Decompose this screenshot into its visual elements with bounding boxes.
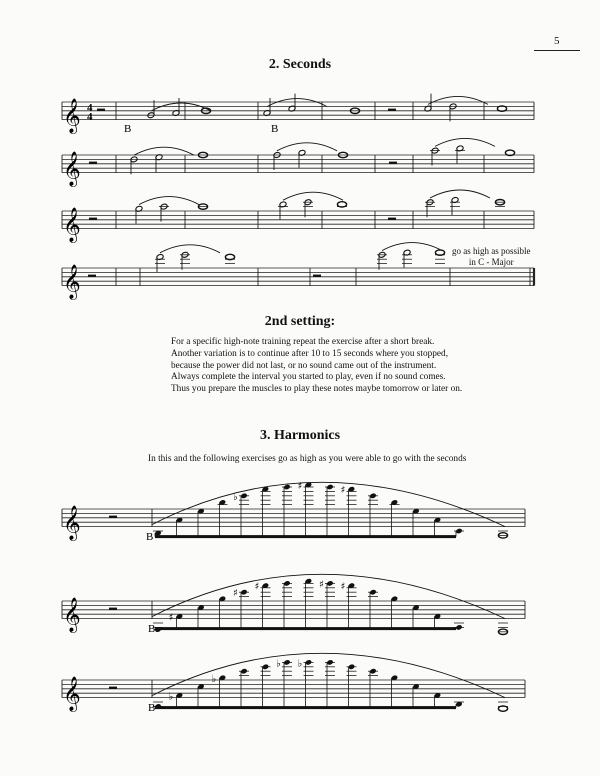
treble-clef-icon: 𝄞 xyxy=(63,505,81,541)
treble-clef-icon: 𝄞 xyxy=(63,597,81,633)
b-label: B xyxy=(146,531,154,543)
treble-clef-icon: 𝄞 xyxy=(63,264,81,300)
half-rest-icon xyxy=(109,687,117,689)
beam xyxy=(155,627,456,630)
slur xyxy=(277,143,337,151)
quarter-notehead xyxy=(262,664,269,670)
b-label: B xyxy=(148,623,156,635)
section-title-setting: 2nd setting: xyxy=(264,314,336,329)
staff xyxy=(62,481,525,542)
flat-icon: ♭ xyxy=(297,658,303,670)
setting-line: Thus you prepare the muscles to play these notes maybe tomorrow or later on. xyxy=(171,384,463,395)
quarter-notehead xyxy=(326,659,333,665)
slur xyxy=(134,147,194,155)
half-rest-icon xyxy=(388,218,396,220)
flat-icon: ♭ xyxy=(233,491,238,503)
slur xyxy=(283,192,343,200)
harmonics-intro: In this and the following exercises go as high as you were able to go with the seconds xyxy=(148,454,467,464)
page-number: 5 xyxy=(554,35,560,47)
half-rest-icon xyxy=(89,162,97,164)
section-title-seconds: 2. Seconds xyxy=(268,57,332,72)
half-rest-icon xyxy=(88,275,96,277)
slur xyxy=(382,243,442,251)
half-rest-icon xyxy=(97,109,105,111)
half-rest-icon xyxy=(109,516,117,518)
staff xyxy=(62,653,525,712)
sharp-icon: ♯ xyxy=(168,612,174,624)
setting-line: because the power did not last, or no sound came out of the instrument. xyxy=(171,360,437,371)
quarter-notehead xyxy=(240,668,247,674)
quarter-notehead xyxy=(369,493,376,499)
setting-line: Always complete the interval you started to play, even if no sound comes. xyxy=(171,372,446,383)
flat-icon: ♭ xyxy=(276,658,281,670)
slur xyxy=(435,138,495,146)
sharp-icon: ♯ xyxy=(340,581,346,593)
sharp-icon: ♯ xyxy=(319,579,324,591)
staff xyxy=(62,94,534,135)
treble-clef-icon: 𝄞 xyxy=(63,98,81,134)
slur xyxy=(428,96,488,104)
half-rest-icon xyxy=(388,109,396,111)
staff xyxy=(62,574,525,634)
setting-line: For a specific high-note training repeat the exercise after a short break. xyxy=(171,337,435,347)
quarter-notehead xyxy=(283,484,290,490)
beam xyxy=(155,706,456,709)
time-signature-top: 4 xyxy=(87,102,93,114)
quarter-notehead xyxy=(326,580,333,586)
sharp-icon: ♯ xyxy=(254,581,260,593)
half-rest-icon xyxy=(109,608,117,610)
slur xyxy=(430,190,490,198)
quarter-notehead xyxy=(326,484,333,490)
section-title-harmonics: 3. Harmonics xyxy=(259,428,341,443)
sharp-icon: ♯ xyxy=(297,480,303,492)
treble-clef-icon: 𝄞 xyxy=(63,676,81,712)
quarter-notehead xyxy=(369,668,376,674)
b-label: B xyxy=(124,123,132,135)
slur xyxy=(160,245,220,253)
setting-line: Another variation is to continue after 10 to 15 seconds where you stopped, xyxy=(171,348,449,359)
half-rest-icon xyxy=(89,218,97,220)
quarter-notehead xyxy=(240,493,247,499)
slur xyxy=(267,99,327,107)
time-signature-bottom: 4 xyxy=(87,111,93,123)
sharp-icon: ♯ xyxy=(233,588,238,600)
annotation-line: go as high as possible xyxy=(452,246,531,256)
staff xyxy=(62,243,534,301)
staff xyxy=(62,190,534,244)
beam xyxy=(155,535,456,538)
quarter-notehead xyxy=(283,659,290,665)
quarter-notehead xyxy=(369,589,376,595)
slur xyxy=(139,197,199,205)
flat-icon: ♭ xyxy=(168,691,174,703)
treble-clef-icon: 𝄞 xyxy=(63,207,81,243)
treble-clef-icon: 𝄞 xyxy=(63,151,81,187)
quarter-notehead xyxy=(455,624,462,630)
annotation-line: in C - Major xyxy=(468,257,514,267)
half-rest-icon xyxy=(389,162,397,164)
quarter-notehead xyxy=(305,659,312,665)
b-label: B xyxy=(148,702,156,714)
quarter-notehead xyxy=(455,528,462,534)
quarter-notehead xyxy=(348,664,355,670)
quarter-notehead xyxy=(283,580,290,586)
staff xyxy=(62,138,534,187)
flat-icon: ♭ xyxy=(211,673,217,685)
sharp-icon: ♯ xyxy=(340,485,346,497)
quarter-notehead xyxy=(240,589,247,595)
half-rest-icon xyxy=(313,275,321,277)
b-label: B xyxy=(271,123,279,135)
